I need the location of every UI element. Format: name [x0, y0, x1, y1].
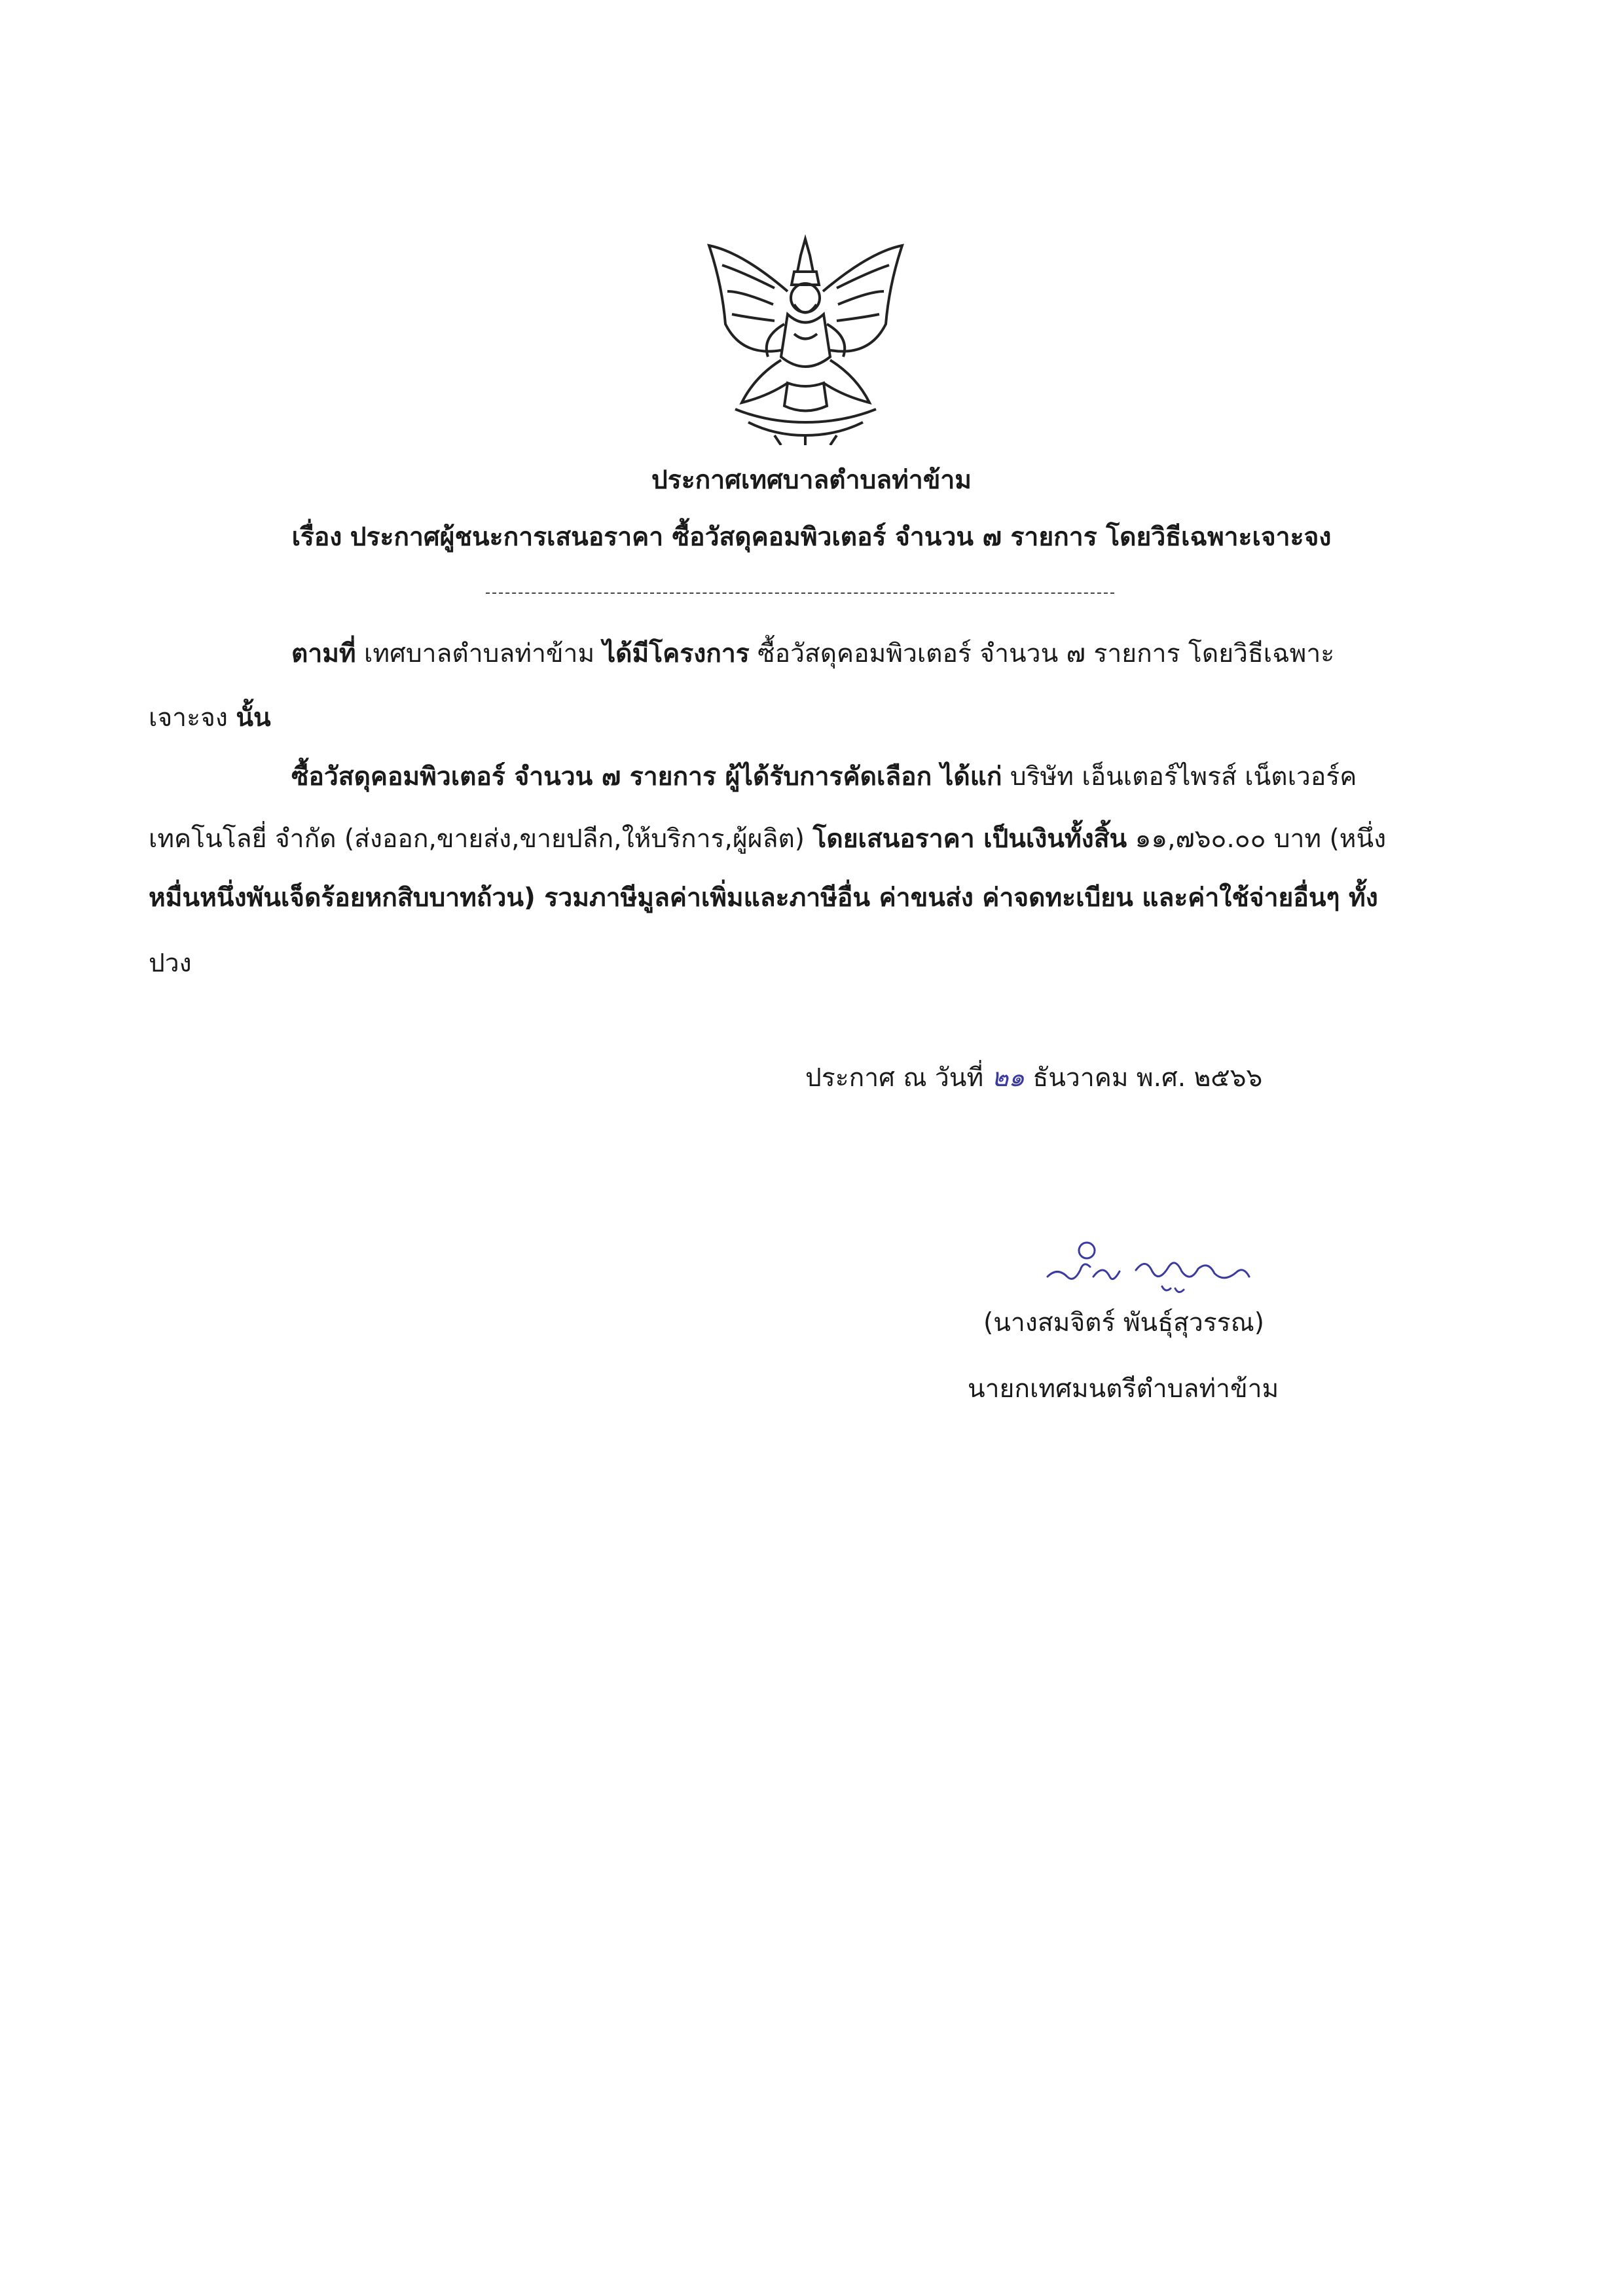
subject-line [0, 519, 1623, 556]
paragraph-2-line-1 [291, 758, 1357, 796]
p2-a3: บริษัท เอ็นเตอร์ไพรส์ เน็ตเวอร์ค [1002, 762, 1357, 792]
p1-s2: เทศบาลตำบลท่าข้าม [356, 639, 603, 668]
subject-label: เรื่อง [291, 522, 342, 552]
garuda-emblem-icon [696, 226, 915, 445]
paragraph-2-line-3 [149, 879, 1378, 917]
date-day-handwritten: ๒๑ [991, 1063, 1025, 1093]
paragraph-1-line-2 [149, 699, 271, 737]
p2-b2: โดยเสนอราคา เป็นเงินทั้งสิ้น [812, 824, 1127, 854]
date-rest: ธันวาคม พ.ศ. ๒๕๖๖ [1032, 1063, 1263, 1093]
divider [486, 592, 1114, 594]
announcement-date [805, 1059, 1262, 1097]
p1-s6: นั้น [236, 703, 271, 733]
p2-a1: ซื้อวัสดุคอมพิวเตอร์ จำนวน ๗ รายการ [291, 762, 725, 792]
subject-text: ประกาศผู้ชนะการเสนอราคา ซื้อวัสดุคอมพิวเตอร์ จำนวน ๗ รายการ โดยวิธีเฉพาะเจาะจง [350, 522, 1332, 552]
p2-b3: ๑๑,๗๖๐.๐๐ บาท (หนึ่ง [1127, 824, 1387, 854]
p2-b1: เทคโนโลยี่ จำกัด (ส่งออก,ขายส่ง,ขายปลีก,ให้บริการ,ผู้ผลิต) [149, 824, 813, 854]
p1-s3: ได้มีโครงการ [602, 639, 750, 668]
announcement-title: ประกาศเทศบาลตำบลท่าข้าม [651, 465, 972, 495]
signatory-position: นายกเทศมนตรีตำบลท่าข้าม [968, 1374, 1279, 1404]
p2-d1: ปวง [149, 949, 192, 978]
p1-s5: เจาะจง [149, 703, 236, 733]
p2-a2: ผู้ได้รับการคัดเลือก ได้แก่ [725, 762, 1002, 792]
paragraph-1-line-1 [291, 635, 1334, 673]
p2-c2: รวมภาษีมูลค่าเพิ่มและภาษีอื่น ค่าขนส่ง ค่าจดทะเบียน และค่าใช้จ่ายอื่นๆ ทั้ง [544, 883, 1378, 913]
p1-s4: ซื้อวัสดุคอมพิวเตอร์ จำนวน ๗ รายการ โดยวิธีเฉพาะ [749, 639, 1335, 668]
handwritten-signature [1041, 1231, 1257, 1303]
paragraph-2-line-4 [149, 945, 192, 983]
date-prefix: ประกาศ ณ วันที่ [805, 1063, 984, 1093]
p2-c1: หมื่นหนึ่งพันเจ็ดร้อยหกสิบบาทถ้วน) [149, 883, 545, 913]
p1-s1: ตามที่ [291, 639, 356, 668]
paragraph-2-line-2 [149, 820, 1386, 858]
signatory-name: (นางสมจิตร์ พันธุ์สุวรรณ) [983, 1308, 1265, 1338]
